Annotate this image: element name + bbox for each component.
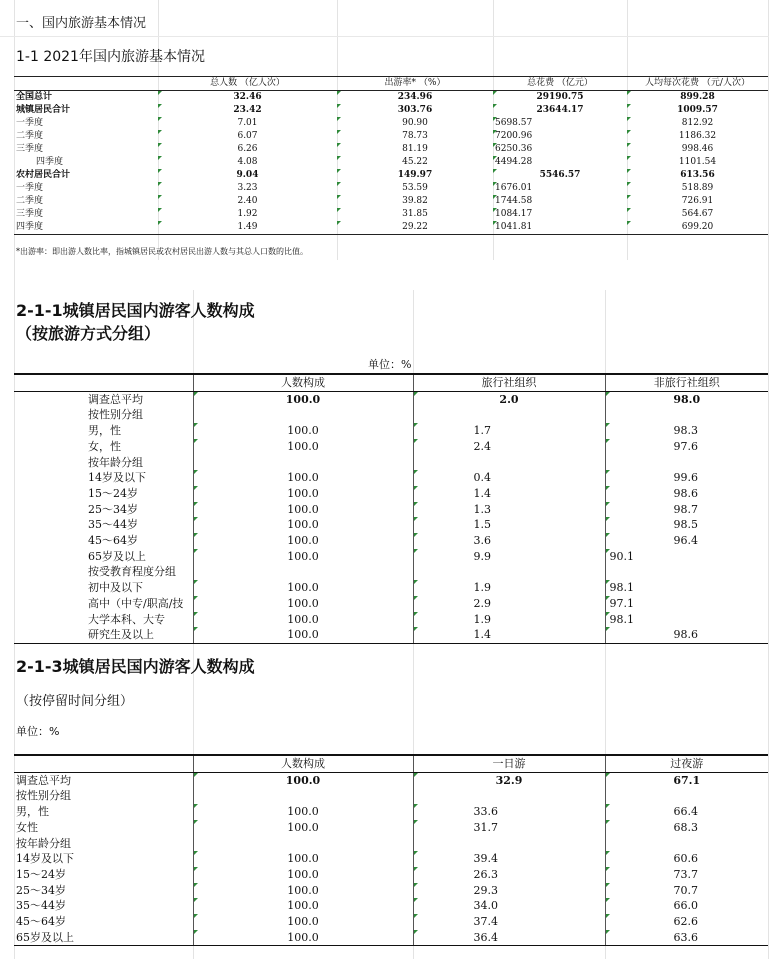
table1-cell: 81.19 xyxy=(337,143,493,156)
table1-cell: 149.97 xyxy=(337,169,493,182)
table3-row xyxy=(14,898,768,914)
table3-cell: 70.7 xyxy=(605,883,768,899)
table2-cell: 100.0 xyxy=(193,612,413,628)
table3-cell xyxy=(413,836,605,852)
table2-cell xyxy=(413,564,605,580)
table2-cell: 96.4 xyxy=(605,533,768,549)
table1-cell: 9.04 xyxy=(158,169,337,182)
table1-cell: 1186.32 xyxy=(627,130,768,143)
table2-cell xyxy=(605,564,768,580)
table2-cell: 100.0 xyxy=(193,533,413,549)
table2-cell: 98.6 xyxy=(605,486,768,502)
table1-cell: 812.92 xyxy=(627,117,768,130)
table1-row-label: 城镇居民合计 xyxy=(16,105,71,115)
table1-row-label: 三季度 xyxy=(16,144,44,154)
table3-cell: 31.7 xyxy=(413,820,605,836)
table2-cell xyxy=(605,407,768,423)
table3-row-label: 45～64岁 xyxy=(16,915,66,929)
table2-row xyxy=(14,486,768,502)
table2-header-agency: 旅行社组织 xyxy=(413,374,605,391)
table2-header-composition: 人数构成 xyxy=(193,374,413,391)
table3-row xyxy=(14,930,768,946)
table2-cell: 98.1 xyxy=(605,580,768,596)
table3-cell: 60.6 xyxy=(605,851,768,867)
table2-cell: 98.5 xyxy=(605,517,768,533)
table1-cell: 2.40 xyxy=(158,195,337,208)
table1-cell: 23.42 xyxy=(158,104,337,117)
table3-cell: 66.0 xyxy=(605,898,768,914)
table2-cell: 9.9 xyxy=(413,549,605,565)
table1-row-label: 四季度 xyxy=(36,157,64,167)
table2-cell xyxy=(413,407,605,423)
table2-cell xyxy=(413,455,605,471)
table2-row-label: 按年龄分组 xyxy=(88,455,143,469)
table2-cell: 3.6 xyxy=(413,533,605,549)
table-domestic-tourism-2021 xyxy=(14,76,768,235)
table2-row xyxy=(14,612,768,628)
table2-row-label: 45～64岁 xyxy=(88,534,138,548)
table2-cell: 2.4 xyxy=(413,439,605,455)
table2-cell: 0.4 xyxy=(413,470,605,486)
table2-row xyxy=(14,455,768,471)
table2-cell: 100.0 xyxy=(193,423,413,439)
table3-cell: 73.7 xyxy=(605,867,768,883)
table2-row xyxy=(14,423,768,439)
table1-cell: 39.82 xyxy=(337,195,493,208)
table3-cell: 100.0 xyxy=(193,914,413,930)
table1-header-row xyxy=(14,77,768,91)
table3-row xyxy=(14,883,768,899)
table1-cell: 5546.57 xyxy=(493,169,627,182)
table1-cell: 518.89 xyxy=(627,182,768,195)
table2-cell: 98.7 xyxy=(605,502,768,518)
table3-cell xyxy=(605,836,768,852)
table1-row-label: 农村居民合计 xyxy=(16,170,71,180)
table2-row xyxy=(14,627,768,643)
table2-row-label: 25～34岁 xyxy=(88,502,138,516)
table3-cell: 100.0 xyxy=(193,867,413,883)
table2-cell: 1.4 xyxy=(413,486,605,502)
table3-header-blank xyxy=(14,755,193,772)
table2-cell: 100.0 xyxy=(193,470,413,486)
table2-row-label: 大学本科、大专 xyxy=(88,612,165,626)
table2-cell: 2.9 xyxy=(413,596,605,612)
table3-cell: 100.0 xyxy=(193,772,413,788)
table2-cell: 1.9 xyxy=(413,612,605,628)
table1-header-per-trip-spend: 人均每次花费 （元/人次） xyxy=(627,77,768,91)
table3-cell: 62.6 xyxy=(605,914,768,930)
table2-cell: 97.1 xyxy=(605,596,768,612)
table2-unit: 单位：% xyxy=(368,358,412,371)
table2-row-label: 65岁及以上 xyxy=(88,549,146,563)
table2-row-label: 按受教育程度分组 xyxy=(88,565,176,579)
table2-row xyxy=(14,596,768,612)
table1-cell: 1.92 xyxy=(158,208,337,221)
table2-cell: 90.1 xyxy=(605,549,768,565)
table3-title: 2-1-3城镇居民国内游客人数构成 xyxy=(16,657,255,676)
table2-row-label: 男，性 xyxy=(88,424,121,438)
table2-cell: 100.0 xyxy=(193,517,413,533)
table1-cell: 3.23 xyxy=(158,182,337,195)
table1-cell: 1744.58 xyxy=(493,195,627,208)
table3-cell: 67.1 xyxy=(605,772,768,788)
table1-cell: 303.76 xyxy=(337,104,493,117)
table2-row-label: 14岁及以下 xyxy=(88,471,146,485)
table2-cell xyxy=(605,455,768,471)
table2-row-label: 女，性 xyxy=(88,439,121,453)
table2-row-label: 初中及以下 xyxy=(88,581,143,595)
table1-cell: 726.91 xyxy=(627,195,768,208)
table3-row xyxy=(14,788,768,804)
table1-row xyxy=(14,169,768,182)
table2-cell: 98.6 xyxy=(605,627,768,643)
table2-cell: 1.4 xyxy=(413,627,605,643)
table3-cell: 100.0 xyxy=(193,820,413,836)
table1-cell: 613.56 xyxy=(627,169,768,182)
table2-row xyxy=(14,407,768,423)
table1-row xyxy=(14,91,768,105)
table1-header-travel-rate: 出游率* （%） xyxy=(337,77,493,91)
table1-cell: 234.96 xyxy=(337,91,493,105)
table2-cell xyxy=(193,564,413,580)
table2-cell: 98.1 xyxy=(605,612,768,628)
table3-row-label: 女性 xyxy=(16,820,38,834)
table2-cell: 100.0 xyxy=(193,596,413,612)
table2-row xyxy=(14,391,768,407)
table3-cell xyxy=(413,788,605,804)
table1-cell: 998.46 xyxy=(627,143,768,156)
table1-cell: 7200.96 xyxy=(493,130,627,143)
table2-header-blank xyxy=(14,374,193,391)
table1-row xyxy=(14,143,768,156)
table2-cell: 100.0 xyxy=(193,391,413,407)
table2-cell: 97.6 xyxy=(605,439,768,455)
table2-row xyxy=(14,502,768,518)
table1-cell: 7.01 xyxy=(158,117,337,130)
table2-cell: 100.0 xyxy=(193,439,413,455)
table2-row-label: 15～24岁 xyxy=(88,486,138,500)
table1-cell: 1009.57 xyxy=(627,104,768,117)
table1-cell: 1.49 xyxy=(158,221,337,235)
table3-row-label: 14岁及以下 xyxy=(16,852,74,866)
table2-row-label: 35～44岁 xyxy=(88,518,138,532)
table3-cell: 29.3 xyxy=(413,883,605,899)
table1-row-label: 三季度 xyxy=(16,209,44,219)
table1-row xyxy=(14,117,768,130)
table1-row-label: 全国总计 xyxy=(16,92,53,102)
table1-cell: 23644.17 xyxy=(493,104,627,117)
table2-row xyxy=(14,470,768,486)
table2-cell: 100.0 xyxy=(193,627,413,643)
table3-cell: 39.4 xyxy=(413,851,605,867)
table2-row-label: 研究生及以上 xyxy=(14,627,193,643)
table3-row-label: 15～24岁 xyxy=(16,867,66,881)
table3-cell: 26.3 xyxy=(413,867,605,883)
table1-footnote: *出游率：即出游人数比率，指城镇居民或农村居民出游人数与其总人口数的比值。 xyxy=(16,247,308,256)
table2-row xyxy=(14,517,768,533)
table1-cell: 90.90 xyxy=(337,117,493,130)
table1-row-label: 一季度 xyxy=(16,118,44,128)
table1-cell: 6.07 xyxy=(158,130,337,143)
table2-header-row xyxy=(14,374,768,391)
table2-cell: 98.0 xyxy=(605,391,768,407)
table3-row xyxy=(14,820,768,836)
table2-cell: 100.0 xyxy=(193,486,413,502)
table2-cell: 98.3 xyxy=(605,423,768,439)
table2-row xyxy=(14,533,768,549)
table1-cell: 564.67 xyxy=(627,208,768,221)
table1-cell: 1676.01 xyxy=(493,182,627,195)
table1-cell: 45.22 xyxy=(337,156,493,169)
table1-cell: 78.73 xyxy=(337,130,493,143)
table3-cell: 32.9 xyxy=(413,772,605,788)
table2-row-label: 高中（中专/职高/技 xyxy=(88,596,184,610)
section-heading: 一、国内旅游基本情况 xyxy=(16,16,147,31)
table3-row-label: 35～44岁 xyxy=(16,899,66,913)
table1-row-label: 四季度 xyxy=(14,221,158,235)
table1-header-total-spend: 总花费 （亿元） xyxy=(493,77,627,91)
table1-cell: 6.26 xyxy=(158,143,337,156)
table3-cell xyxy=(193,788,413,804)
table1-row-label: 二季度 xyxy=(16,131,44,141)
table2-cell: 1.5 xyxy=(413,517,605,533)
table3-row-label: 按性别分组 xyxy=(16,789,71,803)
table3-header-day-trip: 一日游 xyxy=(413,755,605,772)
table1-cell: 32.46 xyxy=(158,91,337,105)
table3-row xyxy=(14,914,768,930)
table2-cell: 100.0 xyxy=(193,549,413,565)
table3-row-label: 按年龄分组 xyxy=(16,836,71,850)
table1-cell: 699.20 xyxy=(627,221,768,235)
table3-cell: 100.0 xyxy=(193,804,413,820)
table3-row xyxy=(14,772,768,788)
table3-subtitle: （按停留时间分组） xyxy=(16,694,134,709)
table1-cell: 6250.36 xyxy=(493,143,627,156)
table1-row xyxy=(14,130,768,143)
table3-cell: 63.6 xyxy=(605,930,768,946)
table-urban-by-stay-length xyxy=(14,754,768,946)
table1-header-total-trips: 总人数 （亿人次） xyxy=(158,77,337,91)
table2-row xyxy=(14,549,768,565)
table3-cell: 100.0 xyxy=(193,930,413,946)
table-urban-by-travel-mode xyxy=(14,373,768,644)
table2-header-non-agency: 非旅行社组织 xyxy=(605,374,768,391)
table3-row-label: 男，性 xyxy=(16,805,49,819)
table3-cell: 37.4 xyxy=(413,914,605,930)
table3-cell: 36.4 xyxy=(413,930,605,946)
table2-cell: 100.0 xyxy=(193,580,413,596)
table2-cell: 1.9 xyxy=(413,580,605,596)
table2-row-label: 调查总平均 xyxy=(88,392,143,406)
table3-header-overnight: 过夜游 xyxy=(605,755,768,772)
table1-cell: 29190.75 xyxy=(493,91,627,105)
table2-subtitle: （按旅游方式分组） xyxy=(16,324,161,343)
table3-cell: 100.0 xyxy=(193,883,413,899)
table1-cell: 1101.54 xyxy=(627,156,768,169)
table3-cell xyxy=(605,788,768,804)
table3-row xyxy=(14,867,768,883)
table3-row xyxy=(14,836,768,852)
table1-title: 1-1 2021年国内旅游基本情况 xyxy=(16,49,205,65)
table3-row xyxy=(14,804,768,820)
table3-header-composition: 人数构成 xyxy=(193,755,413,772)
table2-cell: 100.0 xyxy=(193,502,413,518)
table2-cell: 2.0 xyxy=(413,391,605,407)
table1-cell: 5698.57 xyxy=(493,117,627,130)
table1-row xyxy=(14,208,768,221)
table1-cell: 899.28 xyxy=(627,91,768,105)
table2-row xyxy=(14,564,768,580)
table1-cell: 53.59 xyxy=(337,182,493,195)
table2-cell: 1.7 xyxy=(413,423,605,439)
table1-cell: 4494.28 xyxy=(493,156,627,169)
table1-row-label: 一季度 xyxy=(16,183,44,193)
table3-cell: 100.0 xyxy=(193,898,413,914)
table3-row-label: 25～34岁 xyxy=(16,883,66,897)
table1-cell: 1084.17 xyxy=(493,208,627,221)
table3-cell: 33.6 xyxy=(413,804,605,820)
table2-title: 2-1-1城镇居民国内游客人数构成 xyxy=(16,301,255,320)
table2-cell: 1.3 xyxy=(413,502,605,518)
table3-cell: 66.4 xyxy=(605,804,768,820)
table1-cell: 4.08 xyxy=(158,156,337,169)
table2-row xyxy=(14,439,768,455)
table1-row xyxy=(14,104,768,117)
table2-cell xyxy=(193,407,413,423)
table3-row-label: 调查总平均 xyxy=(16,773,71,787)
table2-row-label: 按性别分组 xyxy=(88,408,143,422)
table2-cell: 99.6 xyxy=(605,470,768,486)
table3-header-row xyxy=(14,755,768,772)
table1-row xyxy=(14,156,768,169)
table1-cell: 31.85 xyxy=(337,208,493,221)
table3-row-label: 65岁及以上 xyxy=(14,930,193,946)
table2-row xyxy=(14,580,768,596)
table3-unit: 单位：% xyxy=(16,725,60,738)
table2-cell xyxy=(193,455,413,471)
table1-row xyxy=(14,182,768,195)
table1-row xyxy=(14,221,768,235)
table3-cell xyxy=(193,836,413,852)
table1-cell: 29.22 xyxy=(337,221,493,235)
table1-row-label: 二季度 xyxy=(16,196,44,206)
table1-header-blank xyxy=(14,77,158,91)
table3-cell: 34.0 xyxy=(413,898,605,914)
table1-cell: 1041.81 xyxy=(493,221,627,235)
table1-row xyxy=(14,195,768,208)
table3-cell: 100.0 xyxy=(193,851,413,867)
table3-row xyxy=(14,851,768,867)
table3-cell: 68.3 xyxy=(605,820,768,836)
